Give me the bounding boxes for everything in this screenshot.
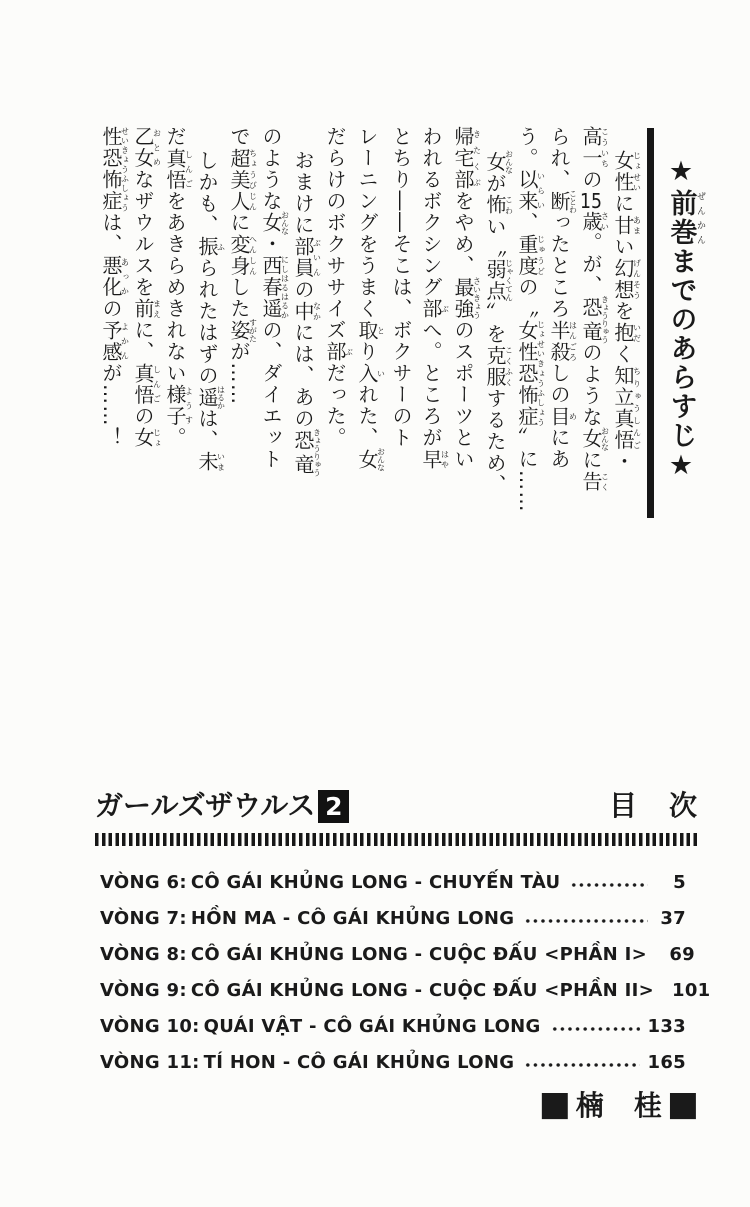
series-title: ガールズザウルス — [95, 789, 316, 822]
toc-row — [100, 864, 686, 900]
toc-chapter-label: VÒNG 11: — [100, 1051, 200, 1073]
toc-chapter-title: HỒN MA - CÔ GÁI KHỦNG LONG — [190, 907, 515, 929]
toc-header-bar — [95, 789, 699, 823]
synopsis-header-title-rest: までのあらすじ — [665, 247, 697, 450]
synopsis-column: う。以来いらい、重度じゅうどの〝女性恐怖症じょせいきょうふしょう〟に…… — [515, 126, 546, 513]
synopsis-column: 高一こういちの15歳さい。が、恐竜きょうりゅうのような女おんなに告こく — [579, 126, 610, 493]
toc-page-number: 133 — [647, 1015, 686, 1037]
synopsis-column: われるボクシング部ぶへ。ところが早はや — [419, 126, 450, 470]
toc-dot-leader — [524, 1044, 639, 1080]
black-square-right-icon: ■ — [666, 1084, 700, 1124]
synopsis-divider-rule — [647, 128, 654, 518]
header-star-bottom-icon: ★ — [665, 450, 697, 483]
synopsis-header — [659, 126, 705, 528]
toc-chapter-label: VÒNG 10: — [100, 1015, 200, 1037]
toc-chapter-title: TÍ HON - CÔ GÁI KHỦNG LONG — [203, 1051, 515, 1073]
synopsis-column: とちり――そこは、ボクサーのト — [389, 126, 413, 449]
toc-page-number: 5 — [673, 871, 686, 893]
synopsis-column: 帰宅部きたくぶをやめ、最強さいきょうのスポーツとい — [451, 126, 482, 470]
synopsis-column: 女性じょせいに甘あまい幻想げんそうを抱いだく知立真悟ちりゅうしんご・ — [611, 150, 642, 473]
synopsis-column: しかも、振ふられたはずの遥はるかは、未いま — [195, 150, 226, 473]
synopsis-section — [97, 126, 705, 528]
toc-row — [100, 1008, 686, 1044]
toc-page-number: 37 — [660, 907, 686, 929]
toc-row — [100, 1044, 686, 1080]
author-credit — [539, 1084, 700, 1124]
toc-page-number: 165 — [647, 1051, 686, 1073]
author-name: 楠 桂 — [575, 1089, 663, 1122]
toc-dot-leader — [570, 864, 648, 900]
toc-page-number: 101 — [672, 979, 711, 1001]
series-title-group — [95, 789, 349, 823]
toc-chapter-title: QUÁI VẬT - CÔ GÁI KHỦNG LONG — [203, 1015, 541, 1037]
toc-list — [100, 864, 711, 1080]
toc-chapter-label: VÒNG 8: — [100, 943, 187, 965]
black-square-left-icon: ■ — [538, 1084, 572, 1124]
toc-page-number: 69 — [669, 943, 695, 965]
synopsis-column: で超美人ちょうびじんに変身へんしんした姿すがたが…… — [227, 126, 258, 406]
volume-number-badge: 2 — [318, 790, 349, 823]
synopsis-column: られ、断ことわったところ半殺はんごろしの目めにあ — [547, 126, 578, 470]
toc-chapter-label: VÒNG 6: — [100, 871, 187, 893]
synopsis-column: 乙女おとめなザウルスを前まえに、真悟しんごの女じょ — [131, 126, 162, 449]
toc-chapter-title: CÔ GÁI KHỦNG LONG - CUỘC ĐẤU <PHẦN I> — [190, 943, 647, 965]
header-star-top-icon: ★ — [665, 156, 697, 189]
synopsis-column: だらけのボクササイズ部ぶだった。 — [323, 126, 354, 449]
toc-row — [100, 936, 695, 972]
synopsis-header-title: 前巻ぜんかん — [665, 189, 705, 247]
toc-chapter-title: CÔ GÁI KHỦNG LONG - CUỘC ĐẤU <PHẦN II> — [190, 979, 654, 1001]
toc-row — [100, 900, 686, 936]
synopsis-column: おまけに部員ぶいんの中なかには、あの恐竜きょうりゅう — [291, 150, 322, 477]
toc-chapter-title: CÔ GÁI KHỦNG LONG - CHUYẾN TÀU — [190, 871, 561, 893]
synopsis-column: 性恐怖症せいきょうふしょうは、悪化あっかの予感よかんが……！ — [99, 126, 130, 449]
synopsis-text — [97, 126, 641, 528]
toc-chapter-label: VÒNG 7: — [100, 907, 187, 929]
synopsis-column: だ真悟しんごをあきらめきれない様子ようす。 — [163, 126, 194, 449]
synopsis-column: 女おんなが怖こわい〝弱点じゃくてん〟を克服こくふくするため、 — [483, 150, 514, 496]
toc-row — [100, 972, 711, 1008]
divider-stripe-bar — [95, 833, 699, 846]
toc-dot-leader — [524, 900, 648, 936]
toc-label: 目 次 — [608, 789, 699, 822]
synopsis-column: のような女おんな・西春遥にしはるはるかの、ダイエット — [259, 126, 290, 470]
toc-chapter-label: VÒNG 9: — [100, 979, 187, 1001]
synopsis-column: レーニングをうまく取とり入いれた、女おんな — [355, 126, 386, 472]
toc-dot-leader — [551, 1008, 640, 1044]
